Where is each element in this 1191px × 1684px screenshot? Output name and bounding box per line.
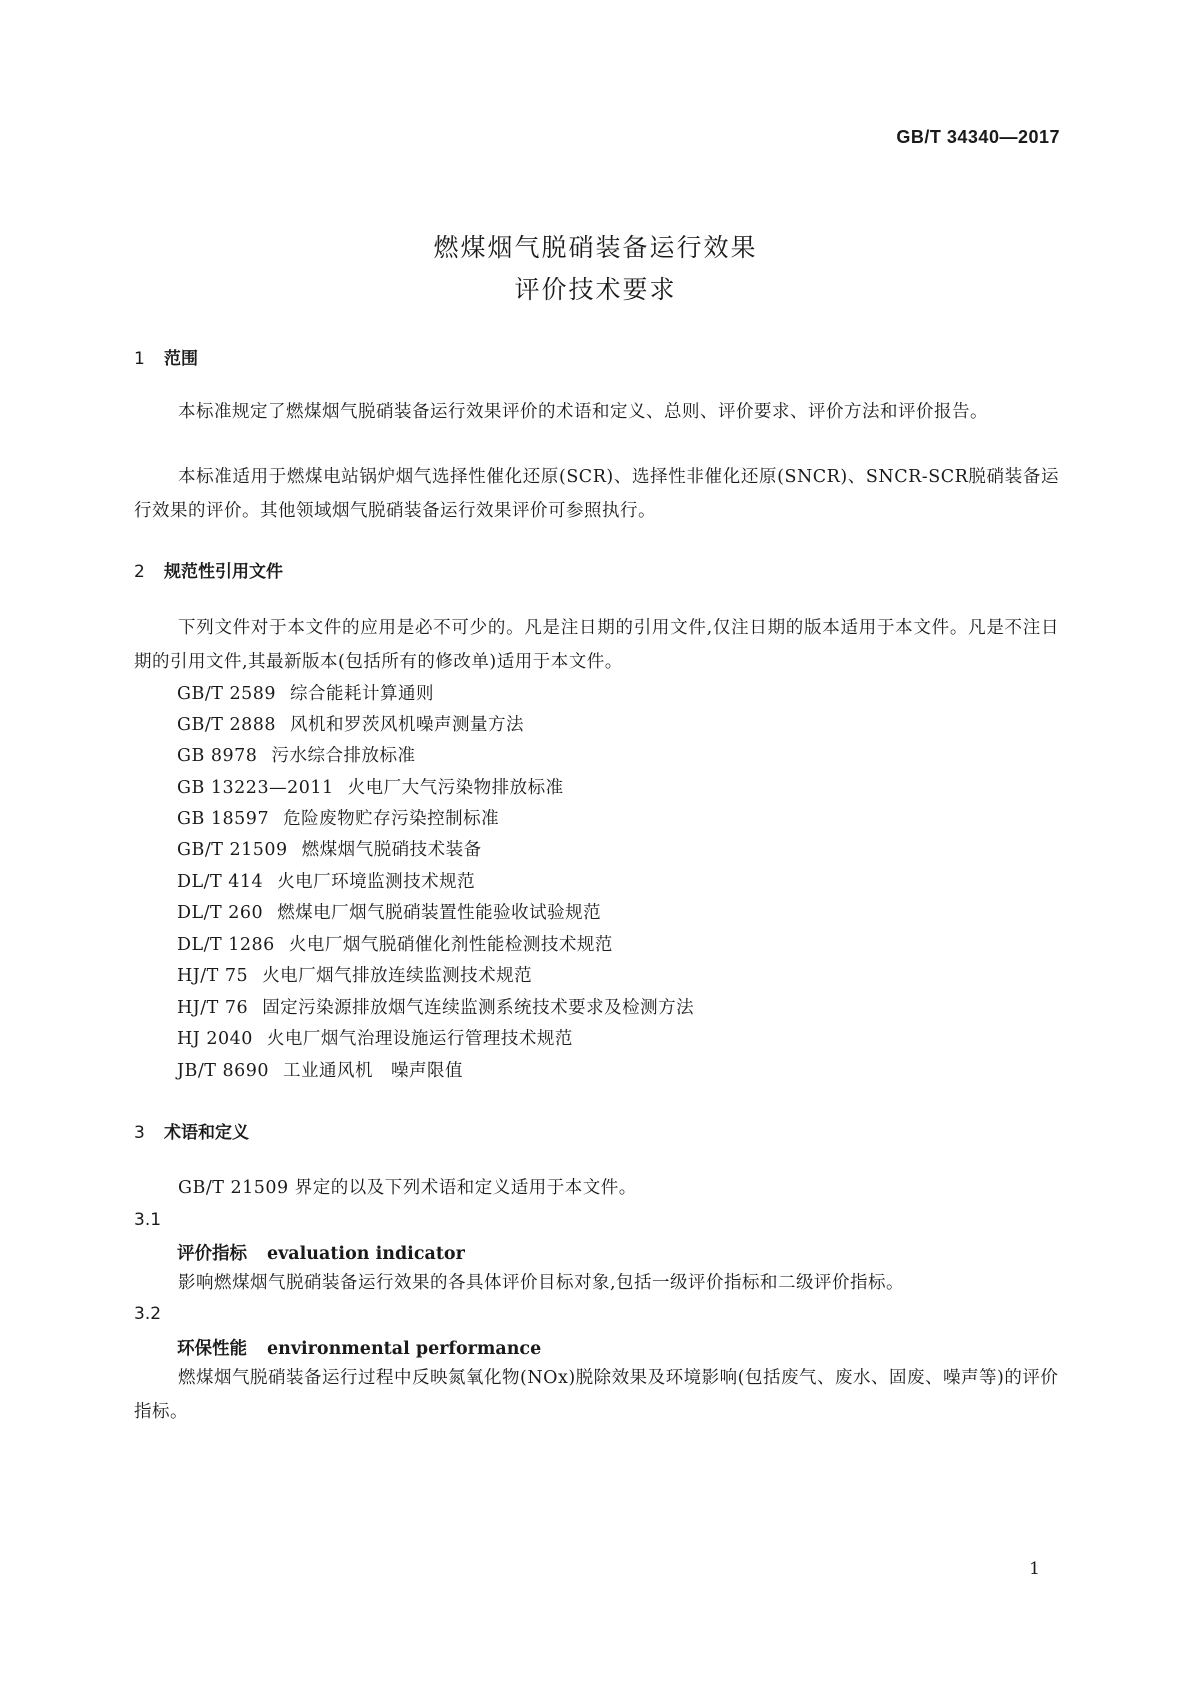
- paragraph: 本标准适用于燃煤电站锅炉烟气选择性催化还原(SCR)、选择性非催化还原(SNCR)、SNCR-SCR脱硝装备运行效果的评价。其他领域烟气脱硝装备运行效果评价可参照执行。: [134, 467, 1059, 521]
- reference-code: GB 8978: [177, 746, 258, 766]
- reference-item: [177, 711, 524, 736]
- term-en: environmental performance: [267, 1339, 542, 1359]
- reference-code: GB/T 21509: [177, 840, 288, 860]
- term-heading: [177, 1335, 541, 1360]
- reference-title: 燃煤烟气脱硝技术装备: [301, 840, 482, 860]
- section-2-heading: [134, 557, 283, 582]
- reference-item: [177, 994, 694, 1019]
- reference-code: HJ/T 75: [177, 966, 249, 986]
- document-title-line-2: 评价技术要求: [514, 275, 677, 304]
- reference-item: [177, 680, 434, 705]
- section-title: 范围: [164, 349, 198, 369]
- section-1-heading: [134, 344, 198, 369]
- reference-title: 火电厂环境监测技术规范: [277, 872, 476, 892]
- reference-code: HJ 2040: [177, 1029, 253, 1049]
- reference-item: [177, 805, 499, 830]
- reference-item: [177, 931, 613, 956]
- reference-code: DL/T 1286: [177, 935, 275, 955]
- section-number: 3: [134, 1123, 145, 1143]
- reference-code: HJ/T 76: [177, 998, 249, 1018]
- reference-item: [177, 1025, 573, 1050]
- reference-title: 火电厂烟气治理设施运行管理技术规范: [266, 1029, 573, 1049]
- clause-number: 3.1: [134, 1210, 162, 1230]
- reference-title: 综合能耗计算通则: [290, 684, 435, 704]
- reference-item: [177, 962, 532, 987]
- section-3-heading: [134, 1118, 249, 1143]
- reference-code: GB/T 2589: [177, 684, 277, 704]
- reference-item: [177, 868, 475, 893]
- reference-title: 风机和罗茨风机噪声测量方法: [290, 715, 525, 735]
- reference-title: 危险废物贮存污染控制标准: [283, 809, 500, 829]
- standard-code: GB/T 34340—2017: [896, 127, 1060, 147]
- term-en: evaluation indicator: [267, 1244, 465, 1264]
- reference-title: 火电厂烟气脱硝催化剂性能检测技术规范: [288, 935, 613, 955]
- clause-number: 3.2: [134, 1304, 162, 1324]
- term-zh: 环保性能: [177, 1339, 247, 1359]
- reference-item: [177, 1057, 463, 1082]
- reference-title: 工业通风机 噪声限值: [283, 1061, 464, 1081]
- term-definition: 影响燃煤烟气脱硝装备运行效果的各具体评价目标对象,包括一级评价指标和二级评价指标。: [178, 1273, 905, 1293]
- reference-item: [177, 774, 564, 799]
- reference-title: 燃煤电厂烟气脱硝装置性能验收试验规范: [277, 903, 602, 923]
- reference-item: [177, 899, 601, 924]
- reference-item: [177, 836, 482, 861]
- section-number: 1: [134, 349, 145, 369]
- reference-title: 火电厂烟气排放连续监测技术规范: [262, 966, 533, 986]
- reference-title: 火电厂大气污染物排放标准: [347, 778, 564, 798]
- paragraph: 本标准规定了燃煤烟气脱硝装备运行效果评价的术语和定义、总则、评价要求、评价方法和评价报告。: [178, 402, 988, 422]
- term-heading: [177, 1240, 465, 1265]
- section-title: 规范性引用文件: [164, 562, 283, 582]
- section-number: 2: [134, 562, 145, 582]
- reference-code: GB 18597: [177, 809, 270, 829]
- reference-title: 固定污染源排放烟气连续监测系统技术要求及检测方法: [262, 998, 695, 1018]
- reference-code: DL/T 414: [177, 872, 264, 892]
- reference-item: [177, 742, 415, 767]
- section-title: 术语和定义: [164, 1123, 249, 1143]
- document-title-line-1: 燃煤烟气脱硝装备运行效果: [433, 233, 758, 262]
- reference-code: DL/T 260: [177, 903, 264, 923]
- reference-code: JB/T 8690: [177, 1061, 270, 1081]
- reference-code: GB/T 2888: [177, 715, 277, 735]
- reference-title: 污水综合排放标准: [271, 746, 416, 766]
- paragraph: GB/T 21509 界定的以及下列术语和定义适用于本文件。: [178, 1178, 637, 1198]
- paragraph: 下列文件对于本文件的应用是必不可少的。凡是注日期的引用文件,仅注日期的版本适用于本文件。凡是不注日期的引用文件,其最新版本(包括所有的修改单)适用于本文件。: [134, 618, 1059, 672]
- page-number: 1: [1029, 1559, 1040, 1579]
- reference-code: GB 13223—2011: [177, 778, 334, 798]
- term-definition: 燃煤烟气脱硝装备运行过程中反映氮氧化物(NOx)脱除效果及环境影响(包括废气、废水、固废、噪声等)的评价指标。: [134, 1368, 1059, 1422]
- term-zh: 评价指标: [177, 1244, 247, 1264]
